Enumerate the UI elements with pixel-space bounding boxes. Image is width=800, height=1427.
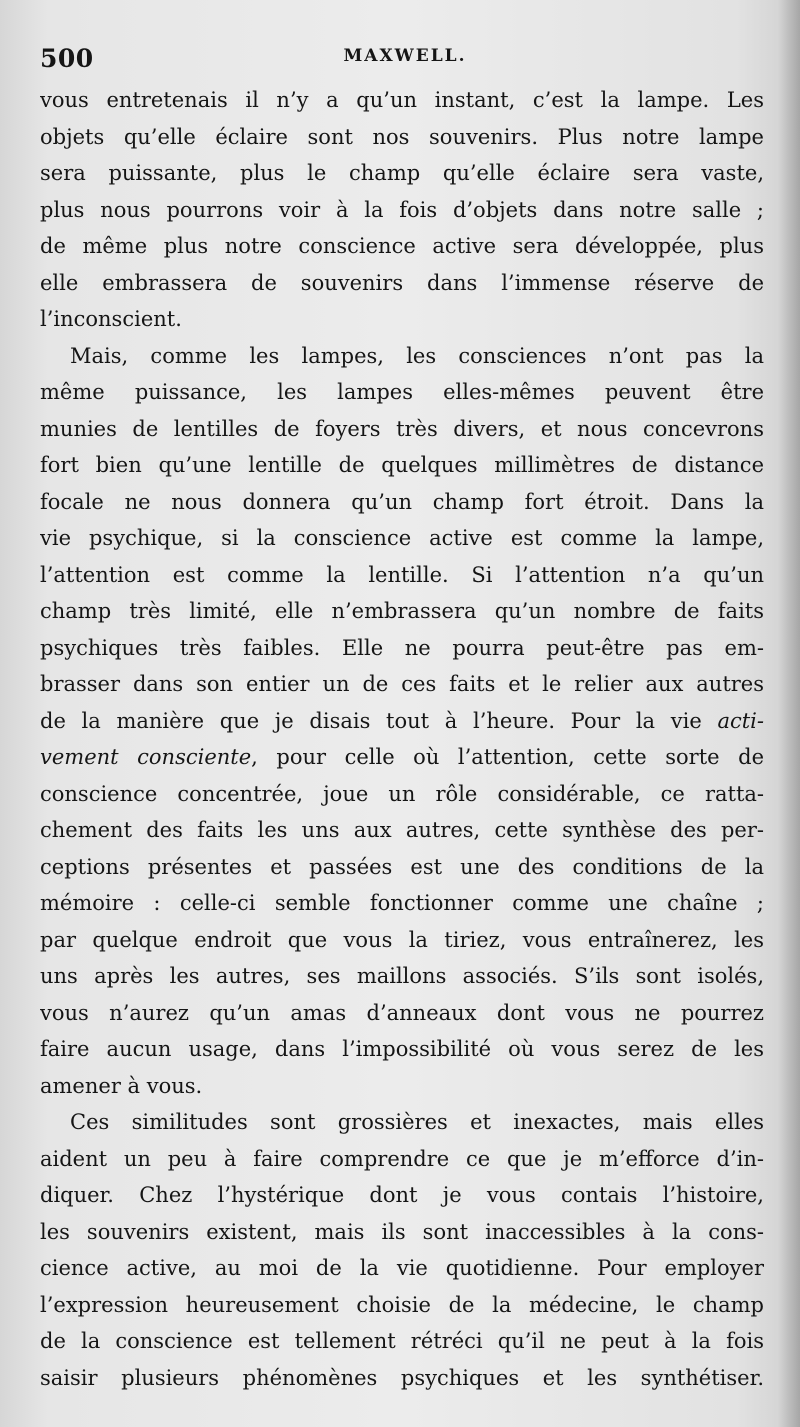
text-line: brasser dans son entier un de ces faits et le relier aux autres xyxy=(40,672,764,696)
text-line: l’attention est comme la lentille. Si l’attention n’a qu’un xyxy=(40,562,764,587)
text-line: champ très limité, elle n’embrassera qu’un nombre de faits xyxy=(40,599,764,623)
text-line: plus nous pourrons voir à la fois d’objets dans notre salle ; xyxy=(40,197,764,222)
text-line: psychiques très faibles. Elle ne pourra peut-être pas em- xyxy=(40,635,764,660)
text-line: conscience concentrée, joue un rôle considérable, ce ratta- xyxy=(40,781,764,806)
text-line: mémoire : celle-ci semble fonctionner comme une chaîne ; xyxy=(40,891,764,915)
text-line: de même plus notre conscience active sera développée, plus xyxy=(40,234,764,258)
text-line: fort bien qu’une lentille de quelques millimètres de distance xyxy=(40,453,764,477)
text-line: vie psychique, si la conscience active est comme la lampe, xyxy=(40,526,764,550)
text-line: ceptions présentes et passées est une des conditions de la xyxy=(40,854,764,879)
text-line: objets qu’elle éclaire sont nos souvenirs. Plus notre lampe xyxy=(40,124,764,149)
italic-segment: vement consciente xyxy=(40,745,252,769)
text-line: par quelque endroit que vous la tiriez, vous entraînerez, les xyxy=(40,927,764,952)
text-segment: , pour celle où l’attention, cette sorte de xyxy=(251,745,764,769)
text-line: elle embrassera de souvenirs dans l’immense réserve de xyxy=(40,270,764,295)
text-line xyxy=(40,703,764,740)
text-line: vous entretenais il n’y a qu’un instant, c’est la lampe. Les xyxy=(40,88,764,112)
text-line xyxy=(40,739,764,776)
text-line: munies de lentilles de foyers très divers, et nous concevrons xyxy=(40,416,764,441)
text-line: amener à vous. xyxy=(40,1073,203,1098)
text-line: de la conscience est tellement rétréci qu’il ne peut à la fois xyxy=(40,1329,764,1353)
page-header xyxy=(40,40,770,76)
text-line: sera puissante, plus le champ qu’elle éclaire sera vaste, xyxy=(40,161,764,185)
text-line: l’inconscient. xyxy=(40,307,182,331)
text-line: vous n’aurez qu’un amas d’anneaux dont vous ne pourrez xyxy=(40,1000,764,1025)
page-edge-shadow xyxy=(778,0,800,1427)
text-segment: de la manière que je disais tout à l’heure. Pour la vie xyxy=(40,708,718,733)
text-line: cience active, au moi de la vie quotidienne. Pour employer xyxy=(40,1256,764,1280)
text-line: saisir plusieurs phénomènes psychiques et les synthétiser. xyxy=(40,1365,764,1390)
text-line: l’expression heureusement choisie de la médecine, le champ xyxy=(40,1292,764,1317)
text-line: Ces similitudes sont grossières et inexactes, mais elles xyxy=(70,1110,764,1134)
text-line: Mais, comme les lampes, les consciences n’ont pas la xyxy=(70,343,764,368)
text-line: uns après les autres, ses maillons associés. S’ils sont isolés, xyxy=(40,964,764,988)
text-line: chement des faits les uns aux autres, cette synthèse des per- xyxy=(40,818,764,842)
text-line: aident un peu à faire comprendre ce que je m’efforce d’in- xyxy=(40,1146,764,1171)
text-line: faire aucun usage, dans l’impossibilité où vous serez de les xyxy=(40,1037,764,1061)
body-text xyxy=(40,82,764,1396)
italic-segment: acti- xyxy=(717,708,764,733)
running-head: MAXWELL. xyxy=(343,46,467,66)
text-line: même puissance, les lampes elles-mêmes peuvent être xyxy=(40,380,764,404)
text-line: les souvenirs existent, mais ils sont inaccessibles à la cons- xyxy=(40,1219,764,1244)
page-number: 500 xyxy=(40,44,94,73)
text-line: diquer. Chez l’hystérique dont je vous contais l’histoire, xyxy=(40,1183,764,1207)
text-line: focale ne nous donnera qu’un champ fort étroit. Dans la xyxy=(40,489,764,514)
